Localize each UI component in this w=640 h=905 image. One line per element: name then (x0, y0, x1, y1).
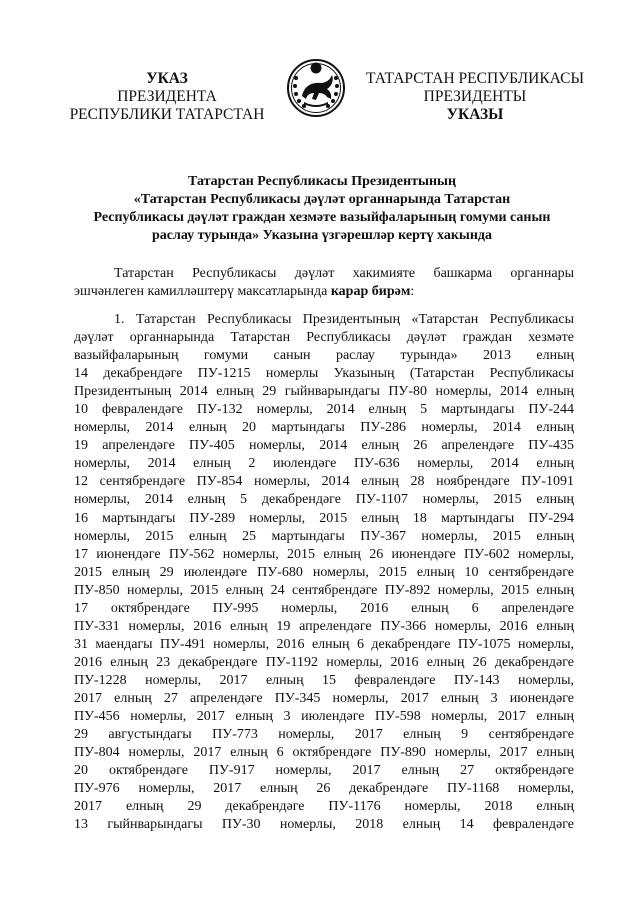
body-line: дәүләт органнарында Татарстан Республикасы дәүләт граждан хезмәте (74, 330, 574, 346)
header-right-block (355, 70, 595, 124)
header-left-line-3: РЕСПУБЛИКИ ТАТАРСТАН (69, 106, 265, 123)
body-line: 14 декабрендәге ПУ-1215 номерлы Указының (Татарстан Республикасы (74, 366, 574, 382)
header-right-line-3: УКАЗЫ (446, 106, 504, 123)
body-line: 2017 елның 27 апрелендәге ПУ-345 номерлы, 2017 елның 3 июнендәге (74, 690, 574, 706)
header-right-line-2: ПРЕЗИДЕНТЫ (423, 88, 527, 105)
body-line: Президентының 2014 елның 29 гыйнварындагы ПУ-80 номерлы, 2014 елның (74, 384, 574, 400)
body-line: 19 апрелендәге ПУ-405 номерлы, 2014 елның 26 апрелендәге ПУ-435 (74, 438, 574, 454)
body-line: ПУ-850 номерлы, 2015 елның 24 сентябрендәге ПУ-892 номерлы, 2015 елның (74, 582, 574, 598)
body-line: 17 июнендәге ПУ-562 номерлы, 2015 елның 26 июнендәге ПУ-602 номерлы, (74, 546, 574, 562)
body-line: 20 октябрендәге ПУ-917 номерлы, 2017 елның 27 октябрендәге (74, 763, 574, 779)
intro-line-2-tail: : (410, 284, 415, 299)
body-line: номерлы, 2015 елның 25 мартындагы ПУ-367 номерлы, 2015 елның (74, 528, 574, 544)
header-right-line-1: ТАТАРСТАН РЕСПУБЛИКАСЫ (366, 70, 584, 87)
body-line: 31 маендагы ПУ-491 номерлы, 2016 елның 6 декабрендәге ПУ-1075 номерлы, (74, 636, 574, 652)
title-line: «Татарстан Республикасы дәүләт органнарында Татарстан (133, 192, 511, 207)
body-line: 2017 елның 29 декабрендәге ПУ-1176 номерлы, 2018 елның (74, 799, 574, 815)
body-line: 1. Татарстан Республикасы Президентының «Татарстан Республикасы (114, 312, 574, 327)
title-line: Татарстан Республикасы Президентының (187, 174, 457, 189)
body-line: 10 февралендәге ПУ-132 номерлы, 2014 елның 5 мартындагы ПУ-244 (74, 402, 574, 418)
title-line: раслау турында» Указына үзгәрешләр кертү хакында (151, 228, 493, 243)
decree-title (60, 173, 584, 245)
header-left-line-2: ПРЕЗИДЕНТА (117, 88, 217, 105)
body-line: ПУ-976 номерлы, 2017 елның 26 декабрендәге ПУ-1168 номерлы, (74, 781, 574, 797)
body-line: 2015 елның 29 июлендәге ПУ-680 номерлы, 2015 елның 10 сентябрендәге (74, 564, 574, 580)
body-line: 29 августындагы ПУ-773 номерлы, 2017 елның 9 сентябрендәге (74, 727, 574, 743)
body-line: ПУ-1228 номерлы, 2017 елның 15 февралендәге ПУ-143 номерлы, (74, 672, 574, 688)
body-line: 12 сентябрендәге ПУ-854 номерлы, 2014 елның 28 ноябрендәге ПУ-1091 (74, 474, 574, 490)
intro-paragraph (74, 265, 574, 301)
intro-line-2 (74, 283, 574, 301)
body-line: вазыйфаларының гомуми санын раслау турында» 2013 елның (74, 348, 574, 364)
body-line: номерлы, 2014 елның 2 июлендәге ПУ-636 номерлы, 2014 елның (74, 456, 574, 472)
body-line: 17 октябрендәге ПУ-995 номерлы, 2016 елның 6 апрелендәге (74, 600, 574, 616)
header-left-block (62, 70, 272, 124)
header-left-line-1: УКАЗ (146, 70, 188, 87)
decree-body-paragraph (74, 311, 574, 834)
intro-line-2-text: эшчәнлеген камилләштерү максатларында (74, 284, 331, 299)
body-line: номерлы, 2014 елның 5 декабрендәге ПУ-1107 номерлы, 2015 елның (74, 492, 574, 508)
intro-decision-phrase: карар бирәм (330, 284, 411, 299)
body-line: ПУ-804 номерлы, 2017 елның 6 октябрендәге ПУ-890 номерлы, 2017 елның (74, 745, 574, 761)
body-line: 13 гыйнварындагы ПУ-30 номерлы, 2018 елның 14 февралендәге (74, 817, 574, 833)
body-line: номерлы, 2014 елның 20 мартындагы ПУ-286 номерлы, 2014 елның (74, 420, 574, 436)
body-line: 2016 елның 23 декабрендәге ПУ-1192 номерлы, 2016 елның 26 декабрендәге (74, 654, 574, 670)
title-line: Республикасы дәүләт граждан хезмәте вазыйфаларының гомуми санын (93, 210, 551, 225)
intro-line-1: Татарстан Республикасы дәүләт хакимияте башкарма органнары (114, 266, 574, 281)
body-line: ПУ-456 номерлы, 2017 елның 3 июлендәге ПУ-598 номерлы, 2017 елның (74, 709, 574, 725)
body-line: ПУ-331 номерлы, 2016 елның 19 апрелендәге ПУ-366 номерлы, 2016 елның (74, 618, 574, 634)
tatarstan-coat-of-arms-icon (286, 58, 346, 118)
body-line: 16 мартындагы ПУ-289 номерлы, 2015 елның 18 мартындагы ПУ-294 (74, 510, 574, 526)
